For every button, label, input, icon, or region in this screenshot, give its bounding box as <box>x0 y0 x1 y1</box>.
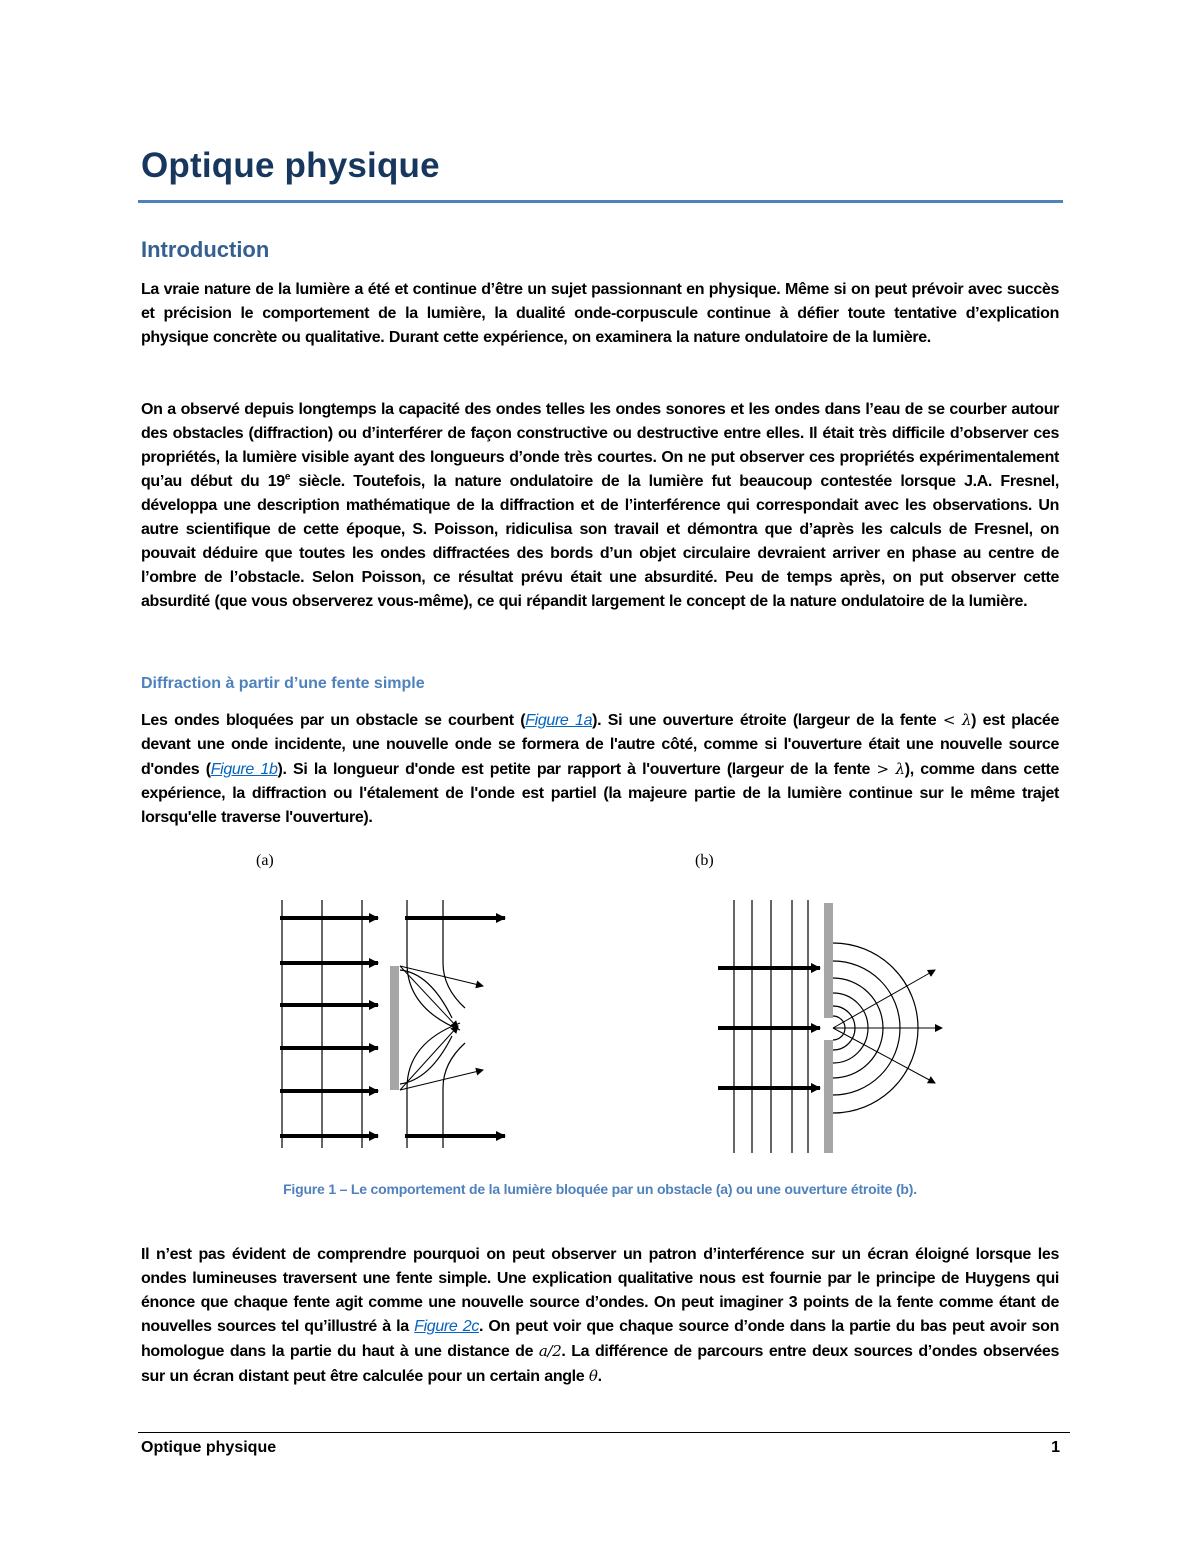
incident-arrows-b <box>718 968 820 1088</box>
footer-label: Optique physique <box>141 1439 277 1456</box>
superscript-e: e <box>284 471 291 483</box>
diffraction-text-4: ). Si la longueur d'onde est petite par rapport à l'ouverture (largeur de la fente <box>277 761 877 778</box>
huygens-text-4: . <box>597 1368 602 1385</box>
diffracted-rays-a <box>400 966 483 1090</box>
huygens-text-3: . La différence de parcours entre deux sources d’ondes observées sur un écran distant peut être calculée pour un certain angle <box>141 1343 1059 1385</box>
huygens-paragraph <box>141 1243 1059 1389</box>
title-underline <box>138 200 1063 203</box>
math-theta: θ <box>588 1367 598 1385</box>
subsection-heading-diffraction: Diffraction à partir d’une fente simple <box>141 675 425 692</box>
intro-paragraph-2-text-b: siècle. Toutefois, la nature ondulatoire de la lumière fut beaucoup contestée lorsque J.A. Fresnel, développa une description mathématique de la diffraction et de l’interférence qui correspondait avec les observations. Un autre scientifique de cette époque, S. Poisson, ridiculisa son travail et démontra que d’après les calculs de Fresnel, on pouvait déduire que toutes les ondes diffractées des bords d’un objet circulaire devraient arriver en phase au centre de l’ombre de l’obstacle. Selon Poisson, ce résultat prévu était une absurdité. Peu de temps après, on put observer cette absurdité (que vous observerez vous-même), ce qui répandit largement le concept de la nature ondulatoire de la lumière. <box>141 473 1059 610</box>
panel-a-obstacle-diagram <box>280 900 505 1148</box>
figure-1 <box>240 848 980 1163</box>
diffraction-paragraph <box>141 708 1059 830</box>
slit-barrier-bottom <box>824 1040 833 1153</box>
intro-paragraph-2 <box>141 398 1059 614</box>
page-title: Optique physique <box>141 146 440 185</box>
incident-wavefronts-a <box>282 900 443 1148</box>
section-heading-introduction: Introduction <box>141 237 270 262</box>
intro-paragraph-2-text-a: On a observé depuis longtemps la capacité des ondes telles les ondes sonores et les ondes dans l’eau de se courber autour des obstacles (diffraction) ou d’interférer de façon constructive ou destructive entre elles. Il était très difficile d’observer ces propriétés, la lumière visible ayant des longueurs d’onde très courtes. On ne put observer ces propriétés expérimentalement qu’au début du 19 <box>141 401 1059 490</box>
figure-1-diagram <box>240 848 980 1163</box>
math-greater-than-lambda: > λ <box>876 760 905 778</box>
figure-1b-link[interactable]: Figure 1b <box>210 761 278 778</box>
figure-1a-link[interactable]: Figure 1a <box>525 712 593 729</box>
diffraction-text-2: ). Si une ouverture étroite (largeur de la fente <box>592 712 943 729</box>
diffraction-text-3: ) est placée devant une onde incidente, une nouvelle onde se formera de l'autre côté, comme si l'ouverture était une nouvelle source d'ondes ( <box>141 712 1059 778</box>
diffraction-text-5: ), comme dans cette expérience, la diffraction ou l'étalement de l'onde est partiel (la majeure partie de la lumière continue sur le même trajet lorsqu'elle traverse l'ouverture). <box>141 761 1059 826</box>
diffraction-text-1: Les ondes bloquées par un obstacle se courbent ( <box>141 712 526 729</box>
math-a-over-2: a/2 <box>538 1342 562 1360</box>
obstacle-barrier-a <box>390 966 399 1090</box>
panel-b-slit-diagram <box>718 900 942 1153</box>
figure-2c-link[interactable]: Figure 2c <box>414 1318 479 1335</box>
huygens-text-2: . On peut voir que chaque source d’onde dans la partie du bas peut avoir son homologue dans la partie du haut à une distance de <box>141 1318 1059 1360</box>
footer-divider <box>138 1432 1070 1433</box>
huygens-text-1: Il n’est pas évident de comprendre pourquoi on peut observer un patron d’interférence sur un écran éloigné lorsque les ondes lumineuses traversent une fente simple. Une explication qualitative nous est fournie par le principe de Huygens qui énonce que chaque fente agit comme une nouvelle source d’ondes. On peut imaginer 3 points de la fente comme étant de nouvelles sources tel qu’illustré à la <box>141 1246 1059 1335</box>
math-less-than-lambda: < λ <box>942 711 972 729</box>
intro-paragraph-1: La vraie nature de la lumière a été et continue d’être un sujet passionnant en physique. Même si on peut prévoir avec succès et précision le comportement de la lumière, la dualité onde-corpuscule continue à défier toute tentative d’explication physique concrète ou qualitative. Durant cette expérience, on examinera la nature ondulatoire de la lumière. <box>141 281 1059 346</box>
figure-label-b: (b) <box>695 852 714 869</box>
slit-barrier-top <box>824 903 833 1018</box>
page-number: 1 <box>1051 1439 1060 1456</box>
figure-1-caption: Figure 1 – Le comportement de la lumière bloquée par un obstacle (a) ou une ouverture étroite (b). <box>283 1181 917 1197</box>
diffracted-rays-b <box>833 970 942 1083</box>
figure-label-a: (a) <box>256 852 274 869</box>
